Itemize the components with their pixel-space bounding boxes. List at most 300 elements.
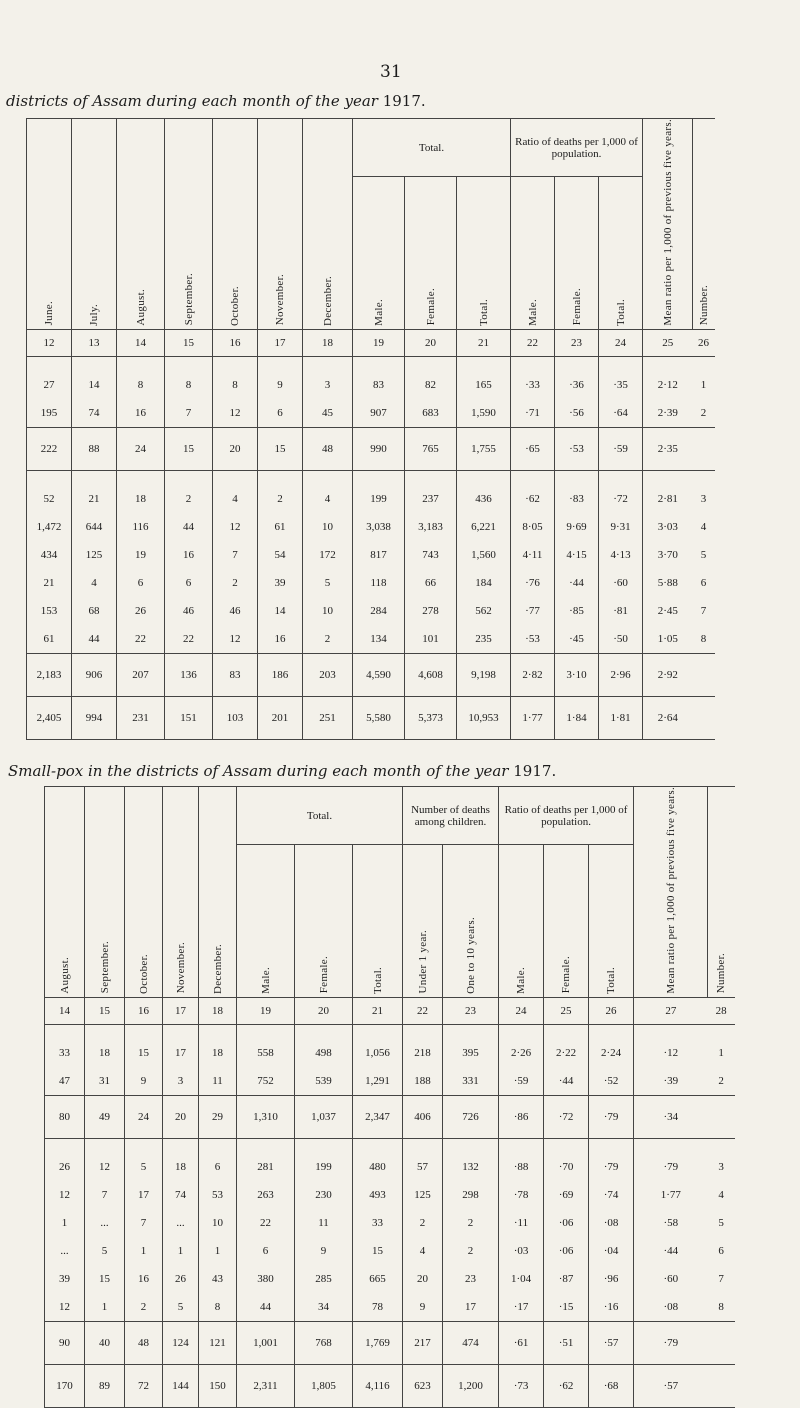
table-cell: 165 bbox=[457, 371, 511, 399]
header-cell: Under 1 year. bbox=[403, 845, 443, 997]
table-cell: 1 bbox=[85, 1293, 125, 1322]
table-cell: 24 bbox=[599, 329, 643, 356]
header-cell: August. bbox=[45, 787, 85, 998]
table-cell: 61 bbox=[27, 625, 72, 654]
table-cell: ·39 bbox=[634, 1067, 708, 1096]
section2-title-year-word: year bbox=[475, 762, 509, 780]
table-cell: 3·70 bbox=[643, 541, 693, 569]
table-cell: 8 bbox=[718, 1300, 724, 1313]
table-cell: 2·96 bbox=[599, 653, 643, 696]
table-cell: 16 bbox=[258, 625, 303, 654]
table-cell: 990 bbox=[353, 427, 405, 470]
section2-table bbox=[44, 786, 735, 1408]
table-cell: 7 bbox=[165, 399, 213, 428]
header-cell: June. bbox=[27, 119, 72, 330]
table-cell: 8 bbox=[117, 371, 165, 399]
table-cell: 19 bbox=[237, 997, 295, 1024]
table-cell: 5 bbox=[125, 1153, 163, 1181]
section1-group-row bbox=[27, 119, 715, 177]
header-cell: One to 10 years. bbox=[443, 845, 499, 997]
table-cell: 28 bbox=[708, 997, 735, 1024]
header-cell: November. bbox=[258, 119, 303, 330]
table-cell: ·52 bbox=[589, 1067, 634, 1096]
header-cell: September. bbox=[165, 119, 213, 330]
table-cell: 11 bbox=[295, 1209, 353, 1237]
table-cell: 19 bbox=[117, 541, 165, 569]
table-cell bbox=[708, 1364, 735, 1407]
table-cell: 2·26 bbox=[499, 1039, 544, 1067]
table-cell: 2 bbox=[700, 406, 707, 419]
table-cell: ... bbox=[85, 1209, 125, 1237]
table-cell: 623 bbox=[403, 1364, 443, 1407]
table-cell: 298 bbox=[443, 1181, 499, 1209]
table-cell: 6 bbox=[237, 1237, 295, 1265]
header-cell: Male. bbox=[511, 177, 555, 329]
table-cell: 1,755 bbox=[457, 427, 511, 470]
table-cell: 994 bbox=[72, 696, 117, 739]
table-cell: 26 bbox=[45, 1153, 85, 1181]
table-cell: 2,311 bbox=[237, 1364, 295, 1407]
table-row bbox=[45, 1067, 735, 1096]
table-cell: 20 bbox=[405, 329, 457, 356]
table-cell: 124 bbox=[163, 1321, 199, 1364]
spacer-row bbox=[45, 1024, 735, 1039]
table-cell: 2 bbox=[125, 1293, 163, 1322]
table-cell: 235 bbox=[457, 625, 511, 654]
header-cell: Total. bbox=[589, 845, 634, 997]
table-row bbox=[45, 1181, 735, 1209]
table-cell: 89 bbox=[85, 1364, 125, 1407]
table-cell: 743 bbox=[405, 541, 457, 569]
table-cell: 4,608 bbox=[405, 653, 457, 696]
table-cell: 78 bbox=[353, 1293, 403, 1322]
table-cell: ·88 bbox=[499, 1153, 544, 1181]
table-cell: 9 bbox=[258, 371, 303, 399]
header-cell: Female. bbox=[405, 177, 457, 329]
table-cell: 10 bbox=[303, 597, 353, 625]
table-cell: 54 bbox=[258, 541, 303, 569]
table-cell: 52 bbox=[27, 485, 72, 513]
table-cell: 2·12 bbox=[643, 371, 693, 399]
table-cell: 1 bbox=[163, 1237, 199, 1265]
table-cell: 8 bbox=[165, 371, 213, 399]
table-cell: 2,347 bbox=[353, 1095, 403, 1138]
table-cell: 46 bbox=[213, 597, 258, 625]
table-cell: 125 bbox=[72, 541, 117, 569]
table-cell: 17 bbox=[125, 1181, 163, 1209]
table-cell: 683 bbox=[405, 399, 457, 428]
table-cell: 907 bbox=[353, 399, 405, 428]
header-cell: Total. bbox=[457, 177, 511, 329]
table-cell: 136 bbox=[165, 653, 213, 696]
table-cell: 20 bbox=[403, 1265, 443, 1293]
table-cell: 15 bbox=[85, 1265, 125, 1293]
table-cell: 74 bbox=[72, 399, 117, 428]
table-cell: 9,198 bbox=[457, 653, 511, 696]
table-cell bbox=[693, 427, 715, 470]
table-cell: 153 bbox=[27, 597, 72, 625]
table-cell: 5 bbox=[303, 569, 353, 597]
header-cell: Mean ratio per 1,000 of previous five years. bbox=[634, 787, 708, 998]
table-cell: ·12 bbox=[634, 1039, 708, 1067]
table-cell: 8 bbox=[213, 371, 258, 399]
table-cell: 8·05 bbox=[511, 513, 555, 541]
table-cell: 16 bbox=[125, 1265, 163, 1293]
table-cell: 231 bbox=[117, 696, 165, 739]
table-cell: 5 bbox=[718, 1216, 724, 1229]
table-cell: 199 bbox=[295, 1153, 353, 1181]
table-cell: 21 bbox=[353, 997, 403, 1024]
table-cell: 17 bbox=[163, 1039, 199, 1067]
table-cell: 3 bbox=[718, 1160, 724, 1173]
table-cell: 16 bbox=[165, 541, 213, 569]
table-cell: ·51 bbox=[544, 1321, 589, 1364]
table-cell: 20 bbox=[163, 1095, 199, 1138]
table-cell: ·58 bbox=[634, 1209, 708, 1237]
section1-heading bbox=[6, 92, 426, 110]
table-cell: 118 bbox=[353, 569, 405, 597]
table-cell: 2·64 bbox=[643, 696, 693, 739]
table-cell: 134 bbox=[353, 625, 405, 654]
table-cell: 24 bbox=[499, 997, 544, 1024]
section1-title: districts of Assam during each month of the year bbox=[6, 92, 378, 110]
table-cell: ·08 bbox=[634, 1293, 708, 1322]
table-cell: 2·39 bbox=[643, 399, 693, 428]
table-cell: 2·35 bbox=[643, 427, 693, 470]
table-cell: 19 bbox=[353, 329, 405, 356]
table-cell: 6 bbox=[258, 399, 303, 428]
table-cell: ·87 bbox=[544, 1265, 589, 1293]
table-row bbox=[45, 1153, 735, 1181]
table-cell: 103 bbox=[213, 696, 258, 739]
group-header-ratio: Ratio of deaths per 1,000 of population. bbox=[499, 787, 634, 845]
table-cell: 2 bbox=[303, 625, 353, 654]
header-cell: Male. bbox=[353, 177, 405, 329]
table-cell: 5,580 bbox=[353, 696, 405, 739]
table-cell: ·11 bbox=[499, 1209, 544, 1237]
table-cell: 2·45 bbox=[643, 597, 693, 625]
table-cell: ·65 bbox=[511, 427, 555, 470]
table-cell: 480 bbox=[353, 1153, 403, 1181]
table-cell: 5·88 bbox=[643, 569, 693, 597]
table-cell: ·44 bbox=[634, 1237, 708, 1265]
table-cell: 26 bbox=[117, 597, 165, 625]
table-cell: 23 bbox=[555, 329, 599, 356]
table-cell: 1 bbox=[125, 1237, 163, 1265]
table-cell: 1,037 bbox=[295, 1095, 353, 1138]
table-cell: 237 bbox=[405, 485, 457, 513]
table-cell: ·79 bbox=[634, 1321, 708, 1364]
table-cell: 1 bbox=[45, 1209, 85, 1237]
table-cell: ·03 bbox=[499, 1237, 544, 1265]
table-cell: 9·69 bbox=[555, 513, 599, 541]
table-cell: 21 bbox=[457, 329, 511, 356]
table-cell: 23 bbox=[443, 997, 499, 1024]
table-cell: 57 bbox=[403, 1153, 443, 1181]
table-cell: 11 bbox=[199, 1067, 237, 1096]
header-cell: Female. bbox=[295, 845, 353, 997]
table-cell: 26 bbox=[589, 997, 634, 1024]
table-cell: 26 bbox=[163, 1265, 199, 1293]
table-row bbox=[27, 541, 715, 569]
table-cell: ·81 bbox=[599, 597, 643, 625]
table-cell: 25 bbox=[544, 997, 589, 1024]
table-cell: ·60 bbox=[634, 1265, 708, 1293]
table-cell: 207 bbox=[117, 653, 165, 696]
table-cell bbox=[693, 696, 715, 739]
table-cell: 17 bbox=[443, 1293, 499, 1322]
table-cell: 150 bbox=[199, 1364, 237, 1407]
table-cell: 24 bbox=[117, 427, 165, 470]
table-cell: 1,310 bbox=[237, 1095, 295, 1138]
table-cell: ·72 bbox=[599, 485, 643, 513]
table-cell: 4 bbox=[403, 1237, 443, 1265]
table-cell: 18 bbox=[303, 329, 353, 356]
table-cell: 406 bbox=[403, 1095, 443, 1138]
table-cell: ·04 bbox=[589, 1237, 634, 1265]
table-row bbox=[27, 371, 715, 399]
grand-total-row bbox=[27, 696, 715, 739]
table-cell: ·17 bbox=[499, 1293, 544, 1322]
table-cell: ·57 bbox=[634, 1364, 708, 1407]
table-cell: 331 bbox=[443, 1067, 499, 1096]
table-cell: 44 bbox=[237, 1293, 295, 1322]
table-cell: 1·05 bbox=[643, 625, 693, 654]
table-cell: 2·81 bbox=[643, 485, 693, 513]
table-cell: ·70 bbox=[544, 1153, 589, 1181]
table-cell: 2·22 bbox=[544, 1039, 589, 1067]
table-cell: 1 bbox=[700, 378, 707, 391]
table-cell: 17 bbox=[163, 997, 199, 1024]
table-cell: 817 bbox=[353, 541, 405, 569]
table-cell: ·53 bbox=[511, 625, 555, 654]
table-cell: 5 bbox=[700, 548, 707, 561]
page-number: 31 bbox=[380, 62, 402, 82]
table-cell: 436 bbox=[457, 485, 511, 513]
table-row bbox=[45, 1265, 735, 1293]
table-cell: 3 bbox=[700, 492, 707, 505]
table-cell: 380 bbox=[237, 1265, 295, 1293]
table-cell: 768 bbox=[295, 1321, 353, 1364]
group-header-total: Total. bbox=[353, 119, 511, 177]
table-cell: 2 bbox=[258, 485, 303, 513]
table-cell: 1,291 bbox=[353, 1067, 403, 1096]
table-cell: 23 bbox=[443, 1265, 499, 1293]
table-cell: 18 bbox=[85, 1039, 125, 1067]
table-cell: 6 bbox=[165, 569, 213, 597]
table-cell: 10 bbox=[199, 1209, 237, 1237]
section2-title: Small-pox in the districts of Assam during each month of the bbox=[8, 762, 471, 780]
header-cell: October. bbox=[213, 119, 258, 330]
table-cell: ·85 bbox=[555, 597, 599, 625]
table-cell: 230 bbox=[295, 1181, 353, 1209]
header-cell: Number. bbox=[708, 787, 735, 998]
table-cell: 1·04 bbox=[499, 1265, 544, 1293]
table-cell: 18 bbox=[117, 485, 165, 513]
table-cell: 9 bbox=[125, 1067, 163, 1096]
table-cell: ·57 bbox=[589, 1321, 634, 1364]
table-cell: 121 bbox=[199, 1321, 237, 1364]
table-cell: 12 bbox=[85, 1153, 125, 1181]
table-cell: 88 bbox=[72, 427, 117, 470]
table-cell: 17 bbox=[258, 329, 303, 356]
table-cell: 53 bbox=[199, 1181, 237, 1209]
table-cell: 14 bbox=[258, 597, 303, 625]
table-cell: 1·77 bbox=[511, 696, 555, 739]
table-cell: ·44 bbox=[555, 569, 599, 597]
table-cell: 1,056 bbox=[353, 1039, 403, 1067]
table-cell: 74 bbox=[163, 1181, 199, 1209]
table-cell: ·16 bbox=[589, 1293, 634, 1322]
section2-heading bbox=[8, 762, 556, 780]
table-cell: ·45 bbox=[555, 625, 599, 654]
table-cell: 44 bbox=[72, 625, 117, 654]
table-cell: 101 bbox=[405, 625, 457, 654]
table-cell: ·68 bbox=[589, 1364, 634, 1407]
table-cell: 2·92 bbox=[643, 653, 693, 696]
table-cell: 13 bbox=[72, 329, 117, 356]
table-cell: ·83 bbox=[555, 485, 599, 513]
table-cell: 222 bbox=[27, 427, 72, 470]
table-cell: 12 bbox=[213, 399, 258, 428]
header-cell: Female. bbox=[544, 845, 589, 997]
table-cell: 172 bbox=[303, 541, 353, 569]
column-number-row bbox=[45, 997, 735, 1024]
table-row bbox=[27, 569, 715, 597]
table-cell: 12 bbox=[45, 1293, 85, 1322]
table-cell: ·36 bbox=[555, 371, 599, 399]
table-cell: 21 bbox=[27, 569, 72, 597]
table-cell: 22 bbox=[165, 625, 213, 654]
table-cell: ·78 bbox=[499, 1181, 544, 1209]
table-cell: 4 bbox=[72, 569, 117, 597]
table-cell: 2 bbox=[443, 1237, 499, 1265]
section1-table bbox=[26, 118, 715, 740]
table-row bbox=[27, 399, 715, 428]
table-row bbox=[27, 625, 715, 654]
table-cell: 3,038 bbox=[353, 513, 405, 541]
table-cell: 218 bbox=[403, 1039, 443, 1067]
table-cell: 765 bbox=[405, 427, 457, 470]
table-cell: 49 bbox=[85, 1095, 125, 1138]
group-header-children: Number of deaths among children. bbox=[403, 787, 499, 845]
table-cell: 25 bbox=[643, 329, 693, 356]
table-cell: 2,183 bbox=[27, 653, 72, 696]
table-cell: 188 bbox=[403, 1067, 443, 1096]
table-cell: ·35 bbox=[599, 371, 643, 399]
table-cell: 15 bbox=[258, 427, 303, 470]
table-cell: 6,221 bbox=[457, 513, 511, 541]
table-cell: 2 bbox=[213, 569, 258, 597]
table-cell: 15 bbox=[125, 1039, 163, 1067]
table-cell: 2 bbox=[403, 1209, 443, 1237]
table-cell: 26 bbox=[693, 329, 715, 356]
table-cell: 184 bbox=[457, 569, 511, 597]
table-cell: ·44 bbox=[544, 1067, 589, 1096]
table-cell: ·56 bbox=[555, 399, 599, 428]
table-row bbox=[45, 1039, 735, 1067]
table-cell: 1,560 bbox=[457, 541, 511, 569]
table-cell: 5 bbox=[163, 1293, 199, 1322]
table-cell: ·06 bbox=[544, 1209, 589, 1237]
table-cell: 2 bbox=[443, 1209, 499, 1237]
table-cell: 27 bbox=[634, 997, 708, 1024]
table-cell: 4·13 bbox=[599, 541, 643, 569]
table-cell: 1,200 bbox=[443, 1364, 499, 1407]
table-cell: 68 bbox=[72, 597, 117, 625]
table-cell: 33 bbox=[353, 1209, 403, 1237]
table-cell: 5 bbox=[85, 1237, 125, 1265]
table-cell: 8 bbox=[199, 1293, 237, 1322]
table-cell: 7 bbox=[85, 1181, 125, 1209]
table-cell: 195 bbox=[27, 399, 72, 428]
table-cell: 217 bbox=[403, 1321, 443, 1364]
table-cell: 539 bbox=[295, 1067, 353, 1096]
table-cell: ·50 bbox=[599, 625, 643, 654]
table-cell: 15 bbox=[85, 997, 125, 1024]
table-cell: 48 bbox=[303, 427, 353, 470]
header-cell: December. bbox=[303, 119, 353, 330]
table-cell: 1,590 bbox=[457, 399, 511, 428]
header-cell: July. bbox=[72, 119, 117, 330]
table-cell: 3·10 bbox=[555, 653, 599, 696]
table-cell: 80 bbox=[45, 1095, 85, 1138]
table-cell: 44 bbox=[165, 513, 213, 541]
table-cell: ·73 bbox=[499, 1364, 544, 1407]
table-cell: 43 bbox=[199, 1265, 237, 1293]
table-row bbox=[45, 1237, 735, 1265]
table-cell: ·61 bbox=[499, 1321, 544, 1364]
table-cell: 498 bbox=[295, 1039, 353, 1067]
table-cell: 1,001 bbox=[237, 1321, 295, 1364]
table-cell: ·79 bbox=[589, 1153, 634, 1181]
header-cell: October. bbox=[125, 787, 163, 998]
table-cell: 29 bbox=[199, 1095, 237, 1138]
table-cell: 1·84 bbox=[555, 696, 599, 739]
table-cell: 83 bbox=[353, 371, 405, 399]
table-cell: 9 bbox=[403, 1293, 443, 1322]
header-cell: Male. bbox=[499, 845, 544, 997]
spacer-row bbox=[27, 356, 715, 371]
table-cell: 4 bbox=[303, 485, 353, 513]
table-cell: 3 bbox=[163, 1067, 199, 1096]
table-cell: 4 bbox=[718, 1188, 724, 1201]
table-row bbox=[45, 1209, 735, 1237]
table-cell: 9·31 bbox=[599, 513, 643, 541]
table-cell: 47 bbox=[45, 1067, 85, 1096]
table-cell: 22 bbox=[403, 997, 443, 1024]
table-row bbox=[45, 1293, 735, 1322]
table-cell: 4 bbox=[213, 485, 258, 513]
table-cell: 4·11 bbox=[511, 541, 555, 569]
header-cell: August. bbox=[117, 119, 165, 330]
table-cell: 40 bbox=[85, 1321, 125, 1364]
subtotal-row bbox=[45, 1095, 735, 1138]
table-cell bbox=[708, 1321, 735, 1364]
table-cell: 31 bbox=[85, 1067, 125, 1096]
table-cell: 20 bbox=[213, 427, 258, 470]
table-cell: ·62 bbox=[511, 485, 555, 513]
table-cell: 24 bbox=[125, 1095, 163, 1138]
header-cell: Female. bbox=[555, 177, 599, 329]
table-cell bbox=[708, 1095, 735, 1138]
table-cell: ·79 bbox=[589, 1095, 634, 1138]
table-cell: 3,183 bbox=[405, 513, 457, 541]
table-cell: 12 bbox=[213, 513, 258, 541]
table-cell: ·86 bbox=[499, 1095, 544, 1138]
header-cell: Number. bbox=[693, 119, 715, 330]
table-cell: 1·81 bbox=[599, 696, 643, 739]
